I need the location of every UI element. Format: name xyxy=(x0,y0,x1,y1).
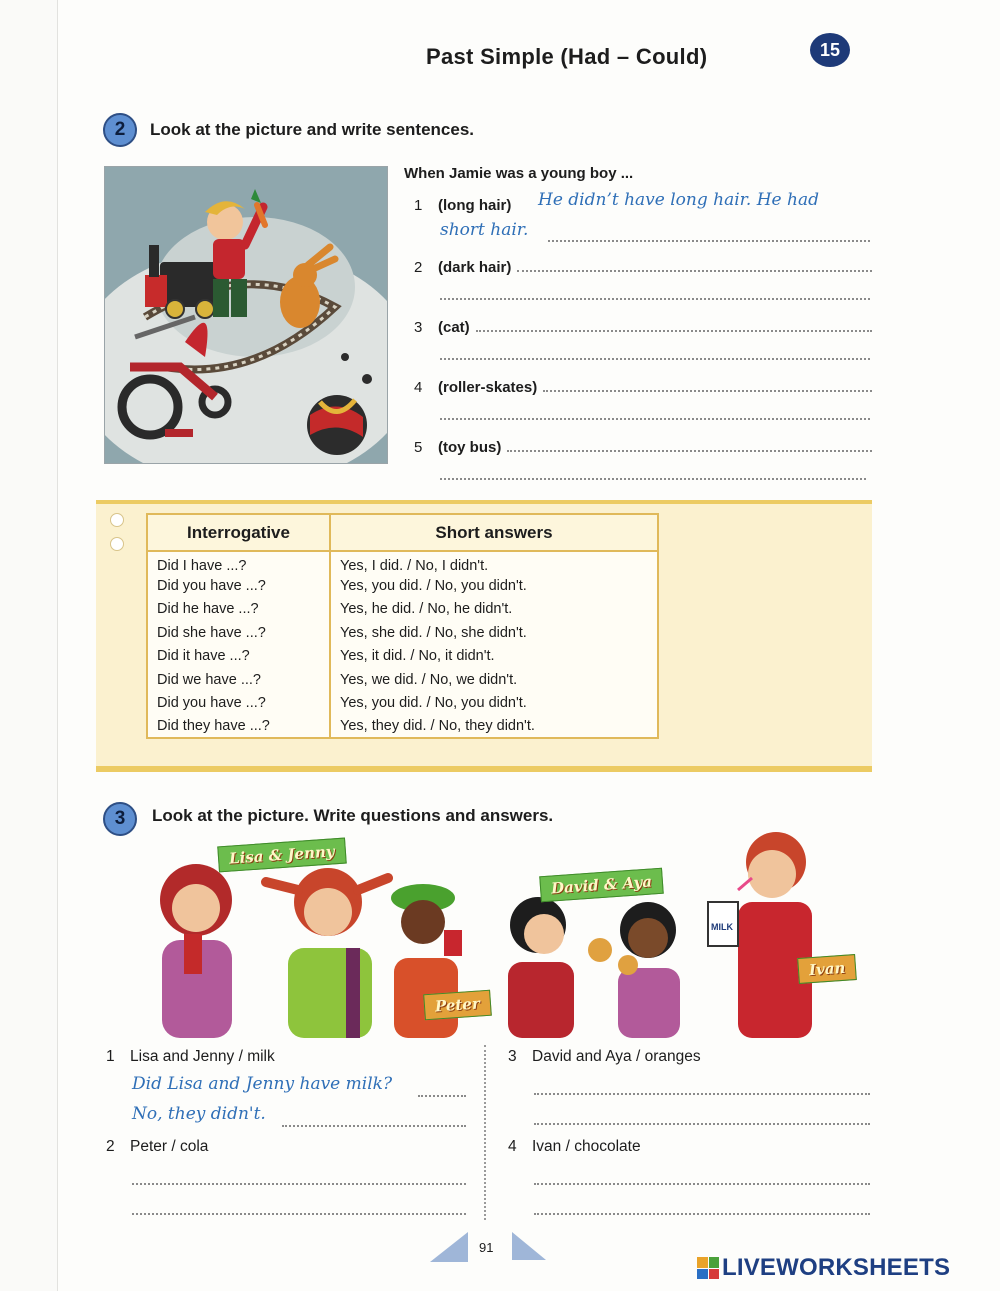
answer-3-line-2[interactable] xyxy=(440,356,870,360)
answer-ex3-1-line-1-dots[interactable] xyxy=(418,1093,466,1097)
table-row xyxy=(147,691,658,714)
book-spine xyxy=(0,0,58,1291)
question-cell: Did they have ...? xyxy=(147,715,330,738)
exercise-2-badge: 2 xyxy=(103,113,137,147)
grammar-table-header xyxy=(147,514,658,551)
liveworksheets-logo[interactable] xyxy=(697,1254,950,1282)
item-cue: (dark hair) xyxy=(438,259,512,276)
exercise-3-instruction: Look at the picture. Write questions and answers. xyxy=(152,806,554,825)
answer-ex3-4-line-2[interactable] xyxy=(534,1211,870,1215)
answer-4-line-1[interactable] xyxy=(543,378,872,392)
answer-cell: Yes, you did. / No, you didn't. xyxy=(340,695,527,712)
item-number: 2 xyxy=(106,1138,115,1155)
exercise-3-item-2 xyxy=(106,1138,208,1156)
jamie-toys-picture xyxy=(104,166,388,464)
liveworksheets-brand: LIVEWORKSHEETS xyxy=(722,1254,951,1281)
name-tag-ivan: Ivan xyxy=(797,954,857,984)
item-number: 2 xyxy=(414,259,423,276)
name-tag-lisa-jenny: Lisa & Jenny xyxy=(217,838,346,873)
answer-2-line-2[interactable] xyxy=(440,296,870,300)
answer-cell: Yes, they did. / No, they didn't. xyxy=(340,717,535,734)
answer-ex3-2-line-2[interactable] xyxy=(132,1211,466,1215)
grammar-table xyxy=(146,513,659,739)
answer-ex3-4-line-1[interactable] xyxy=(534,1181,870,1185)
item-cue: (cat) xyxy=(438,319,470,336)
item-number: 3 xyxy=(508,1048,517,1065)
name-tag-david-aya: David & Aya xyxy=(539,868,664,903)
table-row xyxy=(147,715,658,738)
exercise-2-intro: When Jamie was a young boy ... xyxy=(404,165,634,182)
exercise-2-instruction: Look at the picture and write sentences. xyxy=(150,120,475,139)
short-answers-header: Short answers xyxy=(330,514,658,551)
liveworksheets-icon xyxy=(697,1257,719,1279)
item-cue: David and Aya / oranges xyxy=(532,1048,701,1065)
answer-cell: Yes, she did. / No, she didn't. xyxy=(340,624,527,641)
exercise-2-item-3 xyxy=(414,318,872,336)
exercise-2-item-5 xyxy=(414,438,872,456)
answer-ex3-1-line-2-dots[interactable] xyxy=(282,1123,466,1127)
answer-cell: Yes, you did. / No, you didn't. xyxy=(340,578,527,595)
binder-hole xyxy=(110,513,124,527)
item-number: 1 xyxy=(106,1048,115,1065)
question-cell: Did you have ...? xyxy=(147,691,330,714)
answer-ex3-3-line-1[interactable] xyxy=(534,1091,870,1095)
item-cue: (roller-skates) xyxy=(438,379,538,396)
answer-1-line-2[interactable]: short hair. xyxy=(440,220,529,240)
answer-4-line-2[interactable] xyxy=(440,416,870,420)
table-row xyxy=(147,551,658,574)
item-number: 1 xyxy=(414,197,423,214)
question-cell: Did I have ...? xyxy=(147,551,330,574)
question-cell: Did we have ...? xyxy=(147,668,330,691)
exercise-2-item-2 xyxy=(414,258,872,276)
table-row xyxy=(147,598,658,621)
table-row xyxy=(147,668,658,691)
answer-3-line-1[interactable] xyxy=(476,318,872,332)
answer-cell: Yes, it did. / No, it didn't. xyxy=(340,648,495,665)
exercise-3-item-4 xyxy=(508,1138,641,1156)
answer-ex3-1-line-2[interactable]: No, they didn't. xyxy=(132,1104,266,1124)
binder-hole xyxy=(110,537,124,551)
answer-ex3-3-line-2[interactable] xyxy=(534,1121,870,1125)
question-cell: Did you have ...? xyxy=(147,574,330,597)
answer-1-line-2-dots[interactable] xyxy=(548,238,870,242)
exercise-3-item-1 xyxy=(106,1048,275,1066)
exercise-2-item-4 xyxy=(414,378,872,396)
question-cell: Did she have ...? xyxy=(147,621,330,644)
item-number: 4 xyxy=(414,379,423,396)
name-tag-peter: Peter xyxy=(423,990,491,1021)
answer-1-line-1[interactable]: He didn’t have long hair. He had xyxy=(538,190,819,210)
interrogative-header: Interrogative xyxy=(147,514,330,551)
page-corner-left-icon xyxy=(430,1232,468,1262)
item-cue: Peter / cola xyxy=(130,1138,209,1155)
answer-ex3-1-line-1[interactable]: Did Lisa and Jenny have milk? xyxy=(132,1074,393,1094)
page-number: 91 xyxy=(479,1240,494,1255)
unit-number-badge: 15 xyxy=(810,33,850,67)
answer-cell: Yes, we did. / No, we didn't. xyxy=(340,671,518,688)
item-cue: Lisa and Jenny / milk xyxy=(130,1048,275,1065)
table-row xyxy=(147,621,658,644)
page-title: Past Simple (Had – Could) xyxy=(426,44,708,69)
table-row xyxy=(147,574,658,597)
milk-carton-label: MILK xyxy=(711,922,733,932)
item-cue: Ivan / chocolate xyxy=(532,1138,641,1155)
table-row xyxy=(147,645,658,668)
answer-ex3-2-line-1[interactable] xyxy=(132,1181,466,1185)
item-cue: (toy bus) xyxy=(438,439,502,456)
answer-5-line-2[interactable] xyxy=(440,476,866,480)
exercise-3-item-3 xyxy=(508,1048,701,1066)
answer-5-line-1[interactable] xyxy=(507,438,872,452)
question-cell: Did he have ...? xyxy=(147,598,330,621)
item-number: 4 xyxy=(508,1138,517,1155)
column-divider xyxy=(484,1045,486,1220)
item-cue: (long hair) xyxy=(438,197,512,214)
item-number: 5 xyxy=(414,439,423,456)
answer-2-line-1[interactable] xyxy=(517,258,872,272)
answer-cell: Yes, I did. / No, I didn't. xyxy=(340,558,489,575)
exercise-3-badge: 3 xyxy=(103,802,137,836)
question-cell: Did it have ...? xyxy=(147,645,330,668)
item-number: 3 xyxy=(414,319,423,336)
page-corner-right-icon xyxy=(512,1232,546,1260)
answer-cell: Yes, he did. / No, he didn't. xyxy=(340,601,513,618)
